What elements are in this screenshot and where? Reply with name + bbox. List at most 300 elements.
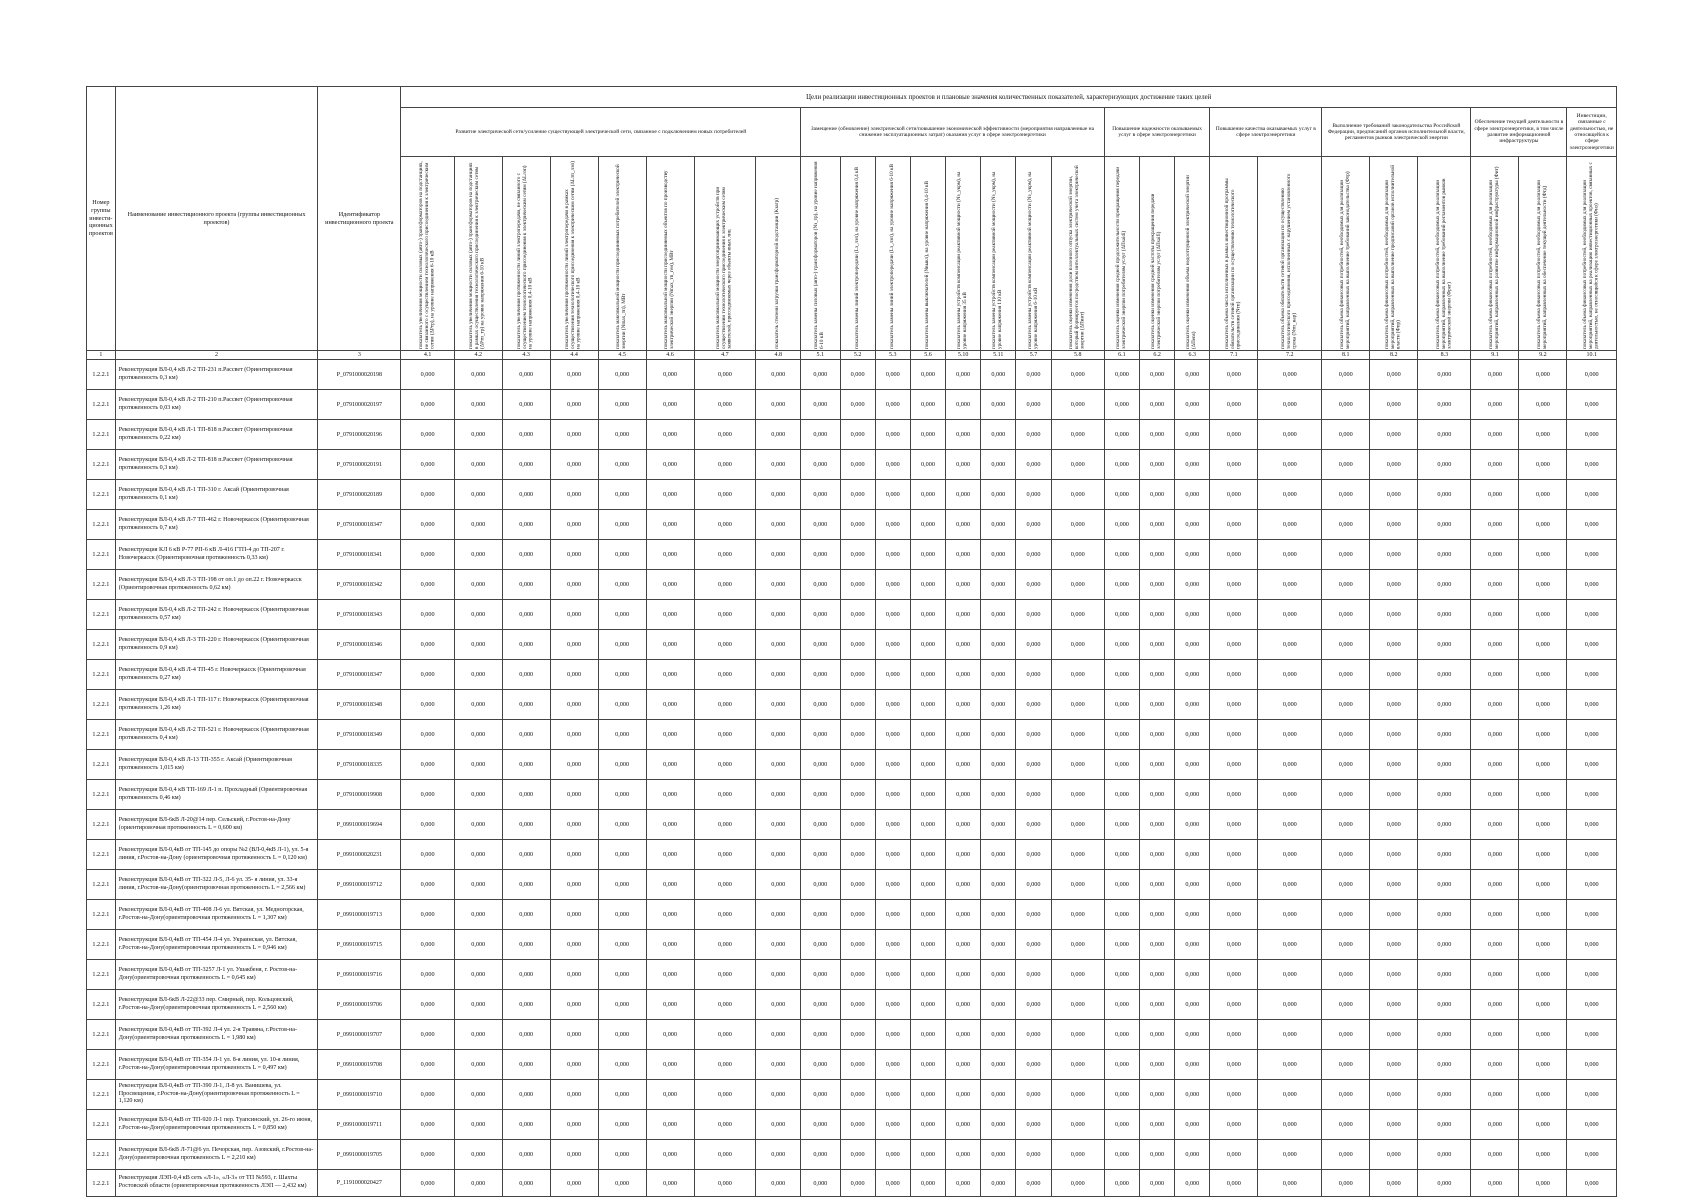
indicator-value-cell: 0,000 [1370, 660, 1418, 690]
project-id-cell: P_0991000020231 [318, 840, 401, 870]
indicator-value-cell: 0,000 [502, 900, 550, 930]
indicator-value-cell: 0,000 [550, 870, 598, 900]
indicator-value-cell: 0,000 [1258, 510, 1322, 540]
indicator-value-cell: 0,000 [598, 690, 646, 720]
indicator-value-cell: 0,000 [946, 1020, 981, 1050]
indicator-value-cell: 0,000 [981, 1140, 1016, 1170]
goal-group-header: Повышение качества оказываемых услуг в сфере электроэнергетики [1210, 108, 1322, 157]
indicator-value-cell: 0,000 [694, 870, 756, 900]
indicator-header [1016, 157, 1051, 351]
column-number: 4.6 [646, 351, 694, 360]
indicator-value-cell: 0,000 [756, 600, 801, 630]
indicator-value-cell: 0,000 [981, 1020, 1016, 1050]
project-id-cell: P_0791000019908 [318, 780, 401, 810]
indicator-value-cell: 0,000 [1210, 870, 1258, 900]
indicator-value-cell: 0,000 [1418, 540, 1471, 570]
indicator-value-cell: 0,000 [1322, 750, 1370, 780]
indicator-value-cell: 0,000 [694, 690, 756, 720]
group-number-cell: 1.2.2.1 [87, 360, 116, 390]
indicator-value-cell: 0,000 [1519, 960, 1567, 990]
indicator-value-cell: 0,000 [875, 840, 910, 870]
indicator-value-cell: 0,000 [1140, 1050, 1175, 1080]
indicator-header [1051, 157, 1104, 351]
project-id-cell: P_0791000018335 [318, 750, 401, 780]
indicator-value-cell: 0,000 [1210, 1170, 1258, 1197]
indicator-value-cell: 0,000 [646, 540, 694, 570]
indicator-value-cell: 0,000 [981, 540, 1016, 570]
indicator-label: показатель замены силовых (авто-) трансформаторов (Nз_тр), на уровне напряжения 6-10 кВ [813, 161, 826, 349]
indicator-value-cell: 0,000 [401, 1050, 454, 1080]
indicator-value-cell: 0,000 [1016, 1140, 1051, 1170]
indicator-value-cell: 0,000 [1258, 390, 1322, 420]
indicator-value-cell: 0,000 [1471, 1140, 1519, 1170]
indicator-value-cell: 0,000 [550, 540, 598, 570]
indicator-value-cell: 0,000 [1051, 720, 1104, 750]
indicator-value-cell: 0,000 [1140, 480, 1175, 510]
indicator-value-cell: 0,000 [1471, 360, 1519, 390]
indicator-value-cell: 0,000 [756, 810, 801, 840]
indicator-value-cell: 0,000 [1322, 840, 1370, 870]
indicator-value-cell: 0,000 [1567, 360, 1617, 390]
indicator-value-cell: 0,000 [1567, 900, 1617, 930]
indicator-value-cell: 0,000 [1104, 360, 1139, 390]
indicator-value-cell: 0,000 [1016, 660, 1051, 690]
group-number-cell: 1.2.2.1 [87, 390, 116, 420]
indicator-value-cell: 0,000 [801, 1110, 840, 1140]
indicator-value-cell: 0,000 [875, 1140, 910, 1170]
indicator-value-cell: 0,000 [840, 360, 875, 390]
indicator-value-cell: 0,000 [502, 390, 550, 420]
indicator-value-cell: 0,000 [910, 630, 945, 660]
indicator-value-cell: 0,000 [1016, 780, 1051, 810]
indicator-value-cell: 0,000 [1258, 1110, 1322, 1140]
indicator-header [1258, 157, 1322, 351]
indicator-value-cell: 0,000 [1418, 480, 1471, 510]
indicator-value-cell: 0,000 [1258, 630, 1322, 660]
indicator-value-cell: 0,000 [981, 1080, 1016, 1110]
indicator-label: показатель оценки изменения средней частоты прекращения передачи электрической энергии потребителям услуг (ΔПsaifi) [1150, 193, 1163, 349]
indicator-value-cell: 0,000 [946, 540, 981, 570]
indicator-value-cell: 0,000 [1258, 810, 1322, 840]
indicator-value-cell: 0,000 [1567, 840, 1617, 870]
indicator-label: показатель объема финансовых потребностей, необходимых для реализации мероприятий, направленных на выполнение предписаний органов исполнительной власти (Фпр) [1383, 164, 1402, 349]
indicator-value-cell: 0,000 [1322, 720, 1370, 750]
indicator-value-cell: 0,000 [550, 690, 598, 720]
indicator-value-cell: 0,000 [1140, 780, 1175, 810]
group-number-cell: 1.2.2.1 [87, 1050, 116, 1080]
indicator-value-cell: 0,000 [875, 1110, 910, 1140]
column-number: 4.8 [756, 351, 801, 360]
indicator-value-cell: 0,000 [1140, 810, 1175, 840]
indicator-value-cell: 0,000 [646, 480, 694, 510]
indicator-value-cell: 0,000 [550, 960, 598, 990]
indicator-value-cell: 0,000 [1370, 390, 1418, 420]
project-name-cell: Реконструкция ВЛ-0,4 кВ Л-13 ТП-355 г. Аксай (Ориентировочная протяженность 1,015 км) [115, 750, 318, 780]
project-name-cell: Реконструкция ВЛ-0,4кВ от ТП-3257 Л-1 ул. Ушакбеня, г. Ростов-на-Дону(ориентировочная протяженность L = 0,645 км) [115, 960, 318, 990]
indicator-value-cell: 0,000 [1418, 1170, 1471, 1197]
indicator-value-cell: 0,000 [1418, 840, 1471, 870]
indicator-value-cell: 0,000 [1567, 1140, 1617, 1170]
indicator-value-cell: 0,000 [875, 780, 910, 810]
indicator-value-cell: 0,000 [646, 690, 694, 720]
indicator-header [1322, 157, 1370, 351]
indicator-value-cell: 0,000 [694, 1110, 756, 1140]
indicator-header [1567, 157, 1617, 351]
indicator-value-cell: 0,000 [1519, 750, 1567, 780]
indicator-value-cell: 0,000 [1140, 540, 1175, 570]
indicator-value-cell: 0,000 [1140, 1170, 1175, 1197]
indicator-value-cell: 0,000 [646, 420, 694, 450]
indicator-value-cell: 0,000 [646, 390, 694, 420]
indicator-value-cell: 0,000 [981, 720, 1016, 750]
project-id-cell: P_0991000019694 [318, 810, 401, 840]
indicator-value-cell: 0,000 [502, 720, 550, 750]
indicator-value-cell: 0,000 [910, 780, 945, 810]
indicator-value-cell: 0,000 [1051, 660, 1104, 690]
indicator-value-cell: 0,000 [981, 690, 1016, 720]
indicator-value-cell: 0,000 [910, 810, 945, 840]
project-id-cell: P_0991000019706 [318, 990, 401, 1020]
indicator-value-cell: 0,000 [1140, 840, 1175, 870]
column-number: 6.1 [1104, 351, 1139, 360]
project-id-cell: P_0791000018349 [318, 720, 401, 750]
indicator-value-cell: 0,000 [756, 960, 801, 990]
indicator-value-cell: 0,000 [1418, 570, 1471, 600]
indicator-value-cell: 0,000 [946, 750, 981, 780]
indicator-value-cell: 0,000 [1322, 960, 1370, 990]
project-name-cell: Реконструкция ВЛ-0,4кВ от ТП-322 Л-5, Л-6 ул. 35- я линия, ул. 33-я линия, г.Ростов-на-Дону(ориентировочная протяженность L = 2,566 км) [115, 870, 318, 900]
indicator-value-cell: 0,000 [1140, 420, 1175, 450]
indicator-header [1418, 157, 1471, 351]
indicator-value-cell: 0,000 [756, 630, 801, 660]
project-id-cell: P_0791000018348 [318, 690, 401, 720]
column-number: 4.2 [454, 351, 502, 360]
indicator-value-cell: 0,000 [801, 840, 840, 870]
indicator-value-cell: 0,000 [1016, 900, 1051, 930]
indicator-value-cell: 0,000 [910, 750, 945, 780]
project-id-cell: P_0791000020197 [318, 390, 401, 420]
indicator-value-cell: 0,000 [801, 1080, 840, 1110]
indicator-value-cell: 0,000 [875, 990, 910, 1020]
indicator-value-cell: 0,000 [981, 810, 1016, 840]
table-body [87, 351, 1617, 1197]
indicator-value-cell: 0,000 [1104, 960, 1139, 990]
table-row [87, 690, 1617, 720]
indicator-value-cell: 0,000 [1418, 630, 1471, 660]
indicator-value-cell: 0,000 [502, 660, 550, 690]
indicator-value-cell: 0,000 [1051, 1020, 1104, 1050]
indicator-value-cell: 0,000 [694, 960, 756, 990]
indicator-value-cell: 0,000 [1418, 720, 1471, 750]
indicator-value-cell: 0,000 [1322, 930, 1370, 960]
indicator-value-cell: 0,000 [1016, 1050, 1051, 1080]
indicator-value-cell: 0,000 [454, 660, 502, 690]
indicator-value-cell: 0,000 [646, 960, 694, 990]
indicator-value-cell: 0,000 [502, 1170, 550, 1197]
indicator-value-cell: 0,000 [1519, 1020, 1567, 1050]
indicator-value-cell: 0,000 [910, 840, 945, 870]
indicator-label: показатель замены линий электропередачи (Lз_лэп), на уровне напряжения 0,4 кВ [853, 167, 860, 349]
indicator-value-cell: 0,000 [981, 1110, 1016, 1140]
indicator-value-cell: 0,000 [1175, 390, 1210, 420]
indicator-value-cell: 0,000 [756, 1170, 801, 1197]
indicator-value-cell: 0,000 [1104, 720, 1139, 750]
indicator-value-cell: 0,000 [1418, 870, 1471, 900]
indicator-value-cell: 0,000 [502, 1050, 550, 1080]
indicator-value-cell: 0,000 [454, 990, 502, 1020]
project-id-cell: P_0991000019715 [318, 930, 401, 960]
indicator-value-cell: 0,000 [1051, 630, 1104, 660]
indicator-value-cell: 0,000 [1322, 900, 1370, 930]
indicator-value-cell: 0,000 [1322, 480, 1370, 510]
table-row [87, 930, 1617, 960]
group-number-cell: 1.2.2.1 [87, 840, 116, 870]
indicator-value-cell: 0,000 [840, 630, 875, 660]
table-row [87, 390, 1617, 420]
indicator-value-cell: 0,000 [401, 780, 454, 810]
indicator-value-cell: 0,000 [1418, 450, 1471, 480]
project-id-cell: P_0791000020198 [318, 360, 401, 390]
indicator-value-cell: 0,000 [1322, 1080, 1370, 1110]
indicator-value-cell: 0,000 [1370, 960, 1418, 990]
indicator-value-cell: 0,000 [1258, 450, 1322, 480]
indicator-label: показатель оценки изменения объема недоотпущенной электрической энергии (ΔПens) [1185, 175, 1198, 349]
indicator-value-cell: 0,000 [598, 510, 646, 540]
indicator-value-cell: 0,000 [801, 810, 840, 840]
indicator-value-cell: 0,000 [1051, 360, 1104, 390]
indicator-value-cell: 0,000 [801, 1020, 840, 1050]
indicator-value-cell: 0,000 [981, 990, 1016, 1020]
table-row [87, 1140, 1617, 1170]
indicator-value-cell: 0,000 [981, 900, 1016, 930]
project-id-cell: P_0991000019713 [318, 900, 401, 930]
indicator-value-cell: 0,000 [1322, 600, 1370, 630]
column-number: 4.5 [598, 351, 646, 360]
column-number: 5.8 [1051, 351, 1104, 360]
indicator-value-cell: 0,000 [1104, 780, 1139, 810]
indicator-value-cell: 0,000 [646, 360, 694, 390]
indicator-value-cell: 0,000 [550, 780, 598, 810]
indicator-value-cell: 0,000 [1175, 570, 1210, 600]
table-row [87, 780, 1617, 810]
project-id-cell: P_0991000019716 [318, 960, 401, 990]
project-name-cell: Реконструкция ВЛ-0,4кВ от ТП-920 Л-1 пер. Туапсинский, ул. 26-го июня, г.Ростов-на-Дону(ориентировочная протяженность L = 0,850 км) [115, 1110, 318, 1140]
indicator-value-cell: 0,000 [1210, 690, 1258, 720]
indicator-value-cell: 0,000 [454, 930, 502, 960]
indicator-value-cell: 0,000 [946, 930, 981, 960]
table-row [87, 1110, 1617, 1140]
indicator-value-cell: 0,000 [598, 1110, 646, 1140]
indicator-value-cell: 0,000 [1258, 1050, 1322, 1080]
indicator-value-cell: 0,000 [840, 870, 875, 900]
indicator-value-cell: 0,000 [401, 510, 454, 540]
indicator-value-cell: 0,000 [875, 450, 910, 480]
indicator-label: показатель увеличения мощности силовых (авто-) трансформаторов на подстанциях в рамках осуществления технологического присоединения к электрическим сетям (ΔPтп_тр) на уровне напряжения 6-10 кВ [468, 162, 487, 349]
column-header-project-id: Идентификатор инвестиционного проекта [318, 87, 401, 351]
indicator-value-cell: 0,000 [840, 540, 875, 570]
indicator-value-cell: 0,000 [694, 1020, 756, 1050]
indicator-value-cell: 0,000 [401, 420, 454, 450]
table-row [87, 600, 1617, 630]
indicator-value-cell: 0,000 [756, 780, 801, 810]
indicator-value-cell: 0,000 [1471, 840, 1519, 870]
table-row [87, 1080, 1617, 1110]
indicator-value-cell: 0,000 [401, 1020, 454, 1050]
table-row [87, 1020, 1617, 1050]
indicator-value-cell: 0,000 [502, 690, 550, 720]
indicator-value-cell: 0,000 [1370, 720, 1418, 750]
indicator-value-cell: 0,000 [1016, 600, 1051, 630]
indicator-value-cell: 0,000 [1175, 1170, 1210, 1197]
indicator-value-cell: 0,000 [1370, 990, 1418, 1020]
indicator-value-cell: 0,000 [840, 660, 875, 690]
indicator-value-cell: 0,000 [454, 1170, 502, 1197]
indicator-value-cell: 0,000 [1370, 450, 1418, 480]
indicator-value-cell: 0,000 [646, 510, 694, 540]
indicator-header [1175, 157, 1210, 351]
indicator-value-cell: 0,000 [1471, 1050, 1519, 1080]
indicator-value-cell: 0,000 [981, 840, 1016, 870]
indicator-value-cell: 0,000 [1104, 930, 1139, 960]
indicator-value-cell: 0,000 [910, 510, 945, 540]
indicator-label: показатель увеличения протяженности линий электропередачи, не связанного с осуществлением технологического присоединения к электрическим сетям (ΔLлэп) на уровне напряжения 0,4-10 кВ [516, 165, 535, 349]
indicator-value-cell: 0,000 [1258, 990, 1322, 1020]
indicator-value-cell: 0,000 [1370, 780, 1418, 810]
indicator-header [1140, 157, 1175, 351]
indicator-value-cell: 0,000 [550, 990, 598, 1020]
column-number: 6.2 [1140, 351, 1175, 360]
indicator-value-cell: 0,000 [1140, 570, 1175, 600]
indicator-value-cell: 0,000 [1140, 1140, 1175, 1170]
indicator-value-cell: 0,000 [1175, 630, 1210, 660]
indicator-value-cell: 0,000 [1418, 1080, 1471, 1110]
indicator-value-cell: 0,000 [1175, 600, 1210, 630]
indicator-value-cell: 0,000 [1104, 390, 1139, 420]
indicator-label: показатель объема финансовых потребностей, необходимых для реализации мероприятий, направленных на реализацию инвестиционных проектов, связанных с деятельностью, не относящейся к сфере электроэнергетики (Фнэ) [1581, 162, 1600, 349]
indicator-value-cell: 0,000 [1519, 1170, 1567, 1197]
indicator-value-cell: 0,000 [1567, 870, 1617, 900]
indicator-value-cell: 0,000 [1051, 750, 1104, 780]
indicator-value-cell: 0,000 [910, 1140, 945, 1170]
indicator-value-cell: 0,000 [1051, 480, 1104, 510]
indicator-value-cell: 0,000 [801, 630, 840, 660]
indicator-value-cell: 0,000 [946, 420, 981, 450]
indicator-value-cell: 0,000 [550, 1110, 598, 1140]
indicator-value-cell: 0,000 [646, 930, 694, 960]
document-sheet [86, 86, 1617, 1189]
indicator-value-cell: 0,000 [454, 900, 502, 930]
indicator-value-cell: 0,000 [946, 870, 981, 900]
table-row [87, 450, 1617, 480]
indicator-value-cell: 0,000 [598, 840, 646, 870]
indicator-label: показатель увеличения мощности силовых (авто-) трансформаторов на подстанциях, не связанного с осуществлением технологического присоединения к электрическим сетям (ΔPтр), на уровне напряжения 6-10 кВ [417, 161, 436, 349]
project-name-cell: Реконструкция ВЛ-0,4 кВ Л-1 ТП-818 п.Рассвет (Ориентировочная протяженность 0,22 км) [115, 420, 318, 450]
indicator-value-cell: 0,000 [756, 900, 801, 930]
indicator-value-cell: 0,000 [550, 630, 598, 660]
indicator-value-cell: 0,000 [1210, 630, 1258, 660]
indicator-value-cell: 0,000 [1210, 570, 1258, 600]
group-number-cell: 1.2.2.1 [87, 780, 116, 810]
indicator-value-cell: 0,000 [1471, 1110, 1519, 1140]
indicator-value-cell: 0,000 [1322, 690, 1370, 720]
indicator-header [454, 157, 502, 351]
indicator-label: показатель объема финансовых потребностей, необходимых для реализации мероприятий, направленных на развитие информационной инфраструктуры (Фит) [1488, 166, 1500, 349]
indicator-label: показатель оценки изменения средней продолжительности прекращения передачи электрической энергии потребителям услуг (ΔПsaidi) [1115, 166, 1127, 349]
indicator-value-cell: 0,000 [1016, 510, 1051, 540]
indicator-value-cell: 0,000 [840, 480, 875, 510]
indicator-value-cell: 0,000 [1175, 1020, 1210, 1050]
indicator-value-cell: 0,000 [598, 390, 646, 420]
group-number-cell: 1.2.2.1 [87, 420, 116, 450]
indicator-value-cell: 0,000 [946, 390, 981, 420]
indicator-value-cell: 0,000 [840, 570, 875, 600]
indicator-label: показатель замены линий электропередачи (Lз_лэп), на уровне напряжения 6-10 кВ [888, 164, 895, 349]
indicator-value-cell: 0,000 [1322, 990, 1370, 1020]
indicator-value-cell: 0,000 [946, 990, 981, 1020]
indicator-value-cell: 0,000 [694, 990, 756, 1020]
indicator-value-cell: 0,000 [401, 960, 454, 990]
indicator-value-cell: 0,000 [646, 990, 694, 1020]
indicator-value-cell: 0,000 [1567, 1170, 1617, 1197]
indicator-value-cell: 0,000 [1016, 390, 1051, 420]
column-number: 4.1 [401, 351, 454, 360]
indicator-value-cell: 0,000 [1140, 990, 1175, 1020]
indicator-value-cell: 0,000 [1471, 570, 1519, 600]
table-row [87, 360, 1617, 390]
indicator-value-cell: 0,000 [502, 1140, 550, 1170]
indicator-value-cell: 0,000 [1258, 900, 1322, 930]
project-name-cell: Реконструкция ВЛ-0,4 кВ Л-1 ТП-117 г. Новочеркасск (Ориентировочная протяженность 1,26 км) [115, 690, 318, 720]
indicator-value-cell: 0,000 [550, 750, 598, 780]
indicator-value-cell: 0,000 [694, 1080, 756, 1110]
indicator-value-cell: 0,000 [550, 360, 598, 390]
indicator-value-cell: 0,000 [1471, 990, 1519, 1020]
indicator-value-cell: 0,000 [1051, 1080, 1104, 1110]
indicator-value-cell: 0,000 [454, 1050, 502, 1080]
indicator-value-cell: 0,000 [1210, 1050, 1258, 1080]
indicator-value-cell: 0,000 [875, 600, 910, 630]
indicator-value-cell: 0,000 [1140, 870, 1175, 900]
indicator-value-cell: 0,000 [1258, 420, 1322, 450]
project-id-cell: P_0791000018341 [318, 540, 401, 570]
indicator-value-cell: 0,000 [1210, 1110, 1258, 1140]
indicator-value-cell: 0,000 [875, 480, 910, 510]
indicator-value-cell: 0,000 [1210, 750, 1258, 780]
indicator-value-cell: 0,000 [910, 1170, 945, 1197]
indicator-value-cell: 0,000 [910, 600, 945, 630]
indicator-value-cell: 0,000 [1567, 540, 1617, 570]
indicator-value-cell: 0,000 [1258, 840, 1322, 870]
indicator-value-cell: 0,000 [910, 480, 945, 510]
indicator-value-cell: 0,000 [502, 630, 550, 660]
indicator-value-cell: 0,000 [502, 360, 550, 390]
indicator-value-cell: 0,000 [1370, 1020, 1418, 1050]
indicator-value-cell: 0,000 [502, 960, 550, 990]
indicator-value-cell: 0,000 [1210, 720, 1258, 750]
indicator-value-cell: 0,000 [454, 630, 502, 660]
indicator-value-cell: 0,000 [756, 390, 801, 420]
indicator-value-cell: 0,000 [694, 660, 756, 690]
indicator-header [550, 157, 598, 351]
indicator-value-cell: 0,000 [1210, 420, 1258, 450]
indicator-value-cell: 0,000 [502, 450, 550, 480]
indicator-value-cell: 0,000 [1210, 450, 1258, 480]
indicator-value-cell: 0,000 [1210, 660, 1258, 690]
column-number: 5.6 [910, 351, 945, 360]
indicator-value-cell: 0,000 [801, 360, 840, 390]
indicator-value-cell: 0,000 [1051, 1170, 1104, 1197]
indicator-value-cell: 0,000 [1175, 1050, 1210, 1080]
